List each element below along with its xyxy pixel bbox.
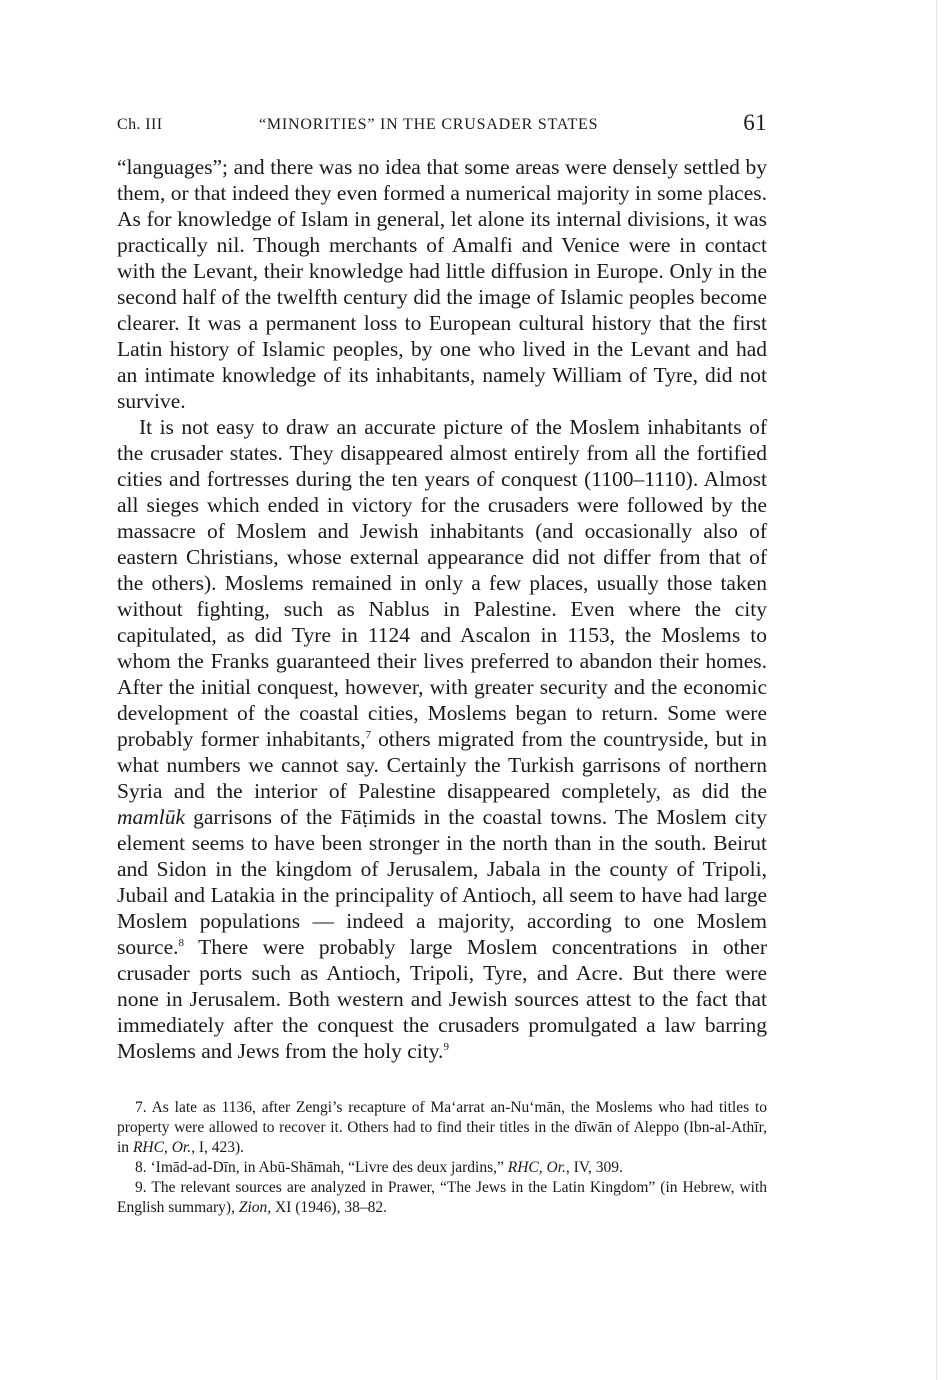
paragraph-text: “languages”; and there was no idea that some areas were densely settled by them, or that indeed they even formed a numerical majority in some places. As for knowledge of Islam in general, let alone its internal divisions, it was practically nil. Though merchants of Amalfi and Venice were in contact with the Levant, their knowledge had little diffusion in Europe. Only in the second half of the twelfth century did the image of Islamic peoples become clearer. It was a permanent loss to European cultural history that the first Latin history of Islamic peoples, by one who lived in the Levant and had an intimate knowledge of its inhabitants, namely William of Tyre, did not survive. xyxy=(117,155,767,413)
footnote-7 xyxy=(117,1098,767,1158)
paragraph-text: It is not easy to draw an accurate picture of the Moslem inhabitants of the crusader states. They disappeared almost entirely from all the fortified cities and fortresses during the ten years of conquest (1100–1110). Almost all sieges which ended in victory for the crusaders were followed by the massacre of Moslem and Jewish inhabitants (and occasionally also of eastern Christians, whose external appearance did not differ from that of the others). Moslems remained in only a few places, usually those taken without fighting, such as Nablus in Palestine. Even where the city capitulated, as did Tyre in 1124 and Ascalon in 1153, the Moslems to whom the Franks guaranteed their lives preferred to abandon their homes. After the initial conquest, however, with greater security and the economic development of the coastal cities, Moslems began to return. Some were probably former inhabitants, xyxy=(117,415,767,751)
page-number: 61 xyxy=(743,110,767,135)
body-text xyxy=(117,154,767,1064)
footnote-ref-8: 8 xyxy=(178,936,184,949)
footnote-citation: RHC, Or., xyxy=(507,1159,570,1176)
footnote-text: 8. ‘Imād-ad-Dīn, in Abū-Shāmah, “Livre des deux jardins,” xyxy=(135,1159,508,1176)
footnote-text: XI (1946), 38–82. xyxy=(271,1199,387,1216)
running-head xyxy=(117,110,767,142)
footnote-9 xyxy=(117,1178,767,1218)
chapter-label: Ch. III xyxy=(117,116,163,133)
paragraph-text: garrisons of the Fāṭimids in the coastal towns. The Moslem city element seems to have been stronger in the north than in the south. Beirut and Sidon in the kingdom of Jerusalem, Jabala in the county of Tripoli, Jubail and Latakia in the principality of Antioch, all seem to have had large Moslem populations — indeed a majority, according to one Moslem source. xyxy=(117,805,767,959)
footnote-text: I, 423). xyxy=(194,1139,245,1156)
footnote-ref-9: 9 xyxy=(443,1040,449,1053)
scan-edge xyxy=(936,0,937,1380)
footnote-ref-7: 7 xyxy=(365,728,372,741)
footnote-text: IV, 309. xyxy=(569,1159,623,1176)
footnote-text: 9. The relevant sources are analyzed in Prawer, “The Jews in the Latin Kingdom” (in Hebrew, with English summary), xyxy=(117,1179,767,1216)
italic-term: mamlūk xyxy=(117,805,186,829)
paragraph-text: others migrated from the countryside, but in what numbers we cannot say. Certainly the Turkish garrisons of northern Syria and the interior of Palestine disappeared completely, as did the xyxy=(117,727,767,803)
footnotes xyxy=(117,1098,767,1218)
footnote-8 xyxy=(117,1158,767,1178)
footnote-text: 7. As late as 1136, after Zengi’s recapture of Ma‘arrat an-Nu‘mān, the Moslems who had titles to property were allowed to recover it. Others had to find their titles in the dīwān of Aleppo (Ibn-al-Athīr, in xyxy=(117,1099,767,1156)
book-page xyxy=(117,110,767,1218)
running-title: “MINORITIES” IN THE CRUSADER STATES xyxy=(259,116,599,133)
paragraph-2 xyxy=(117,414,767,1064)
footnote-citation: Zion, xyxy=(238,1199,272,1216)
paragraph-1 xyxy=(117,154,767,414)
paragraph-text: There were probably large Moslem concentrations in other crusader ports such as Antioch, Tripoli, Tyre, and Acre. But there were none in Jerusalem. Both western and Jewish sources attest to the fact that immediately after the conquest the crusaders promulgated a law barring Moslems and Jews from the holy city. xyxy=(117,935,767,1063)
footnote-citation: RHC, Or., xyxy=(132,1139,195,1156)
